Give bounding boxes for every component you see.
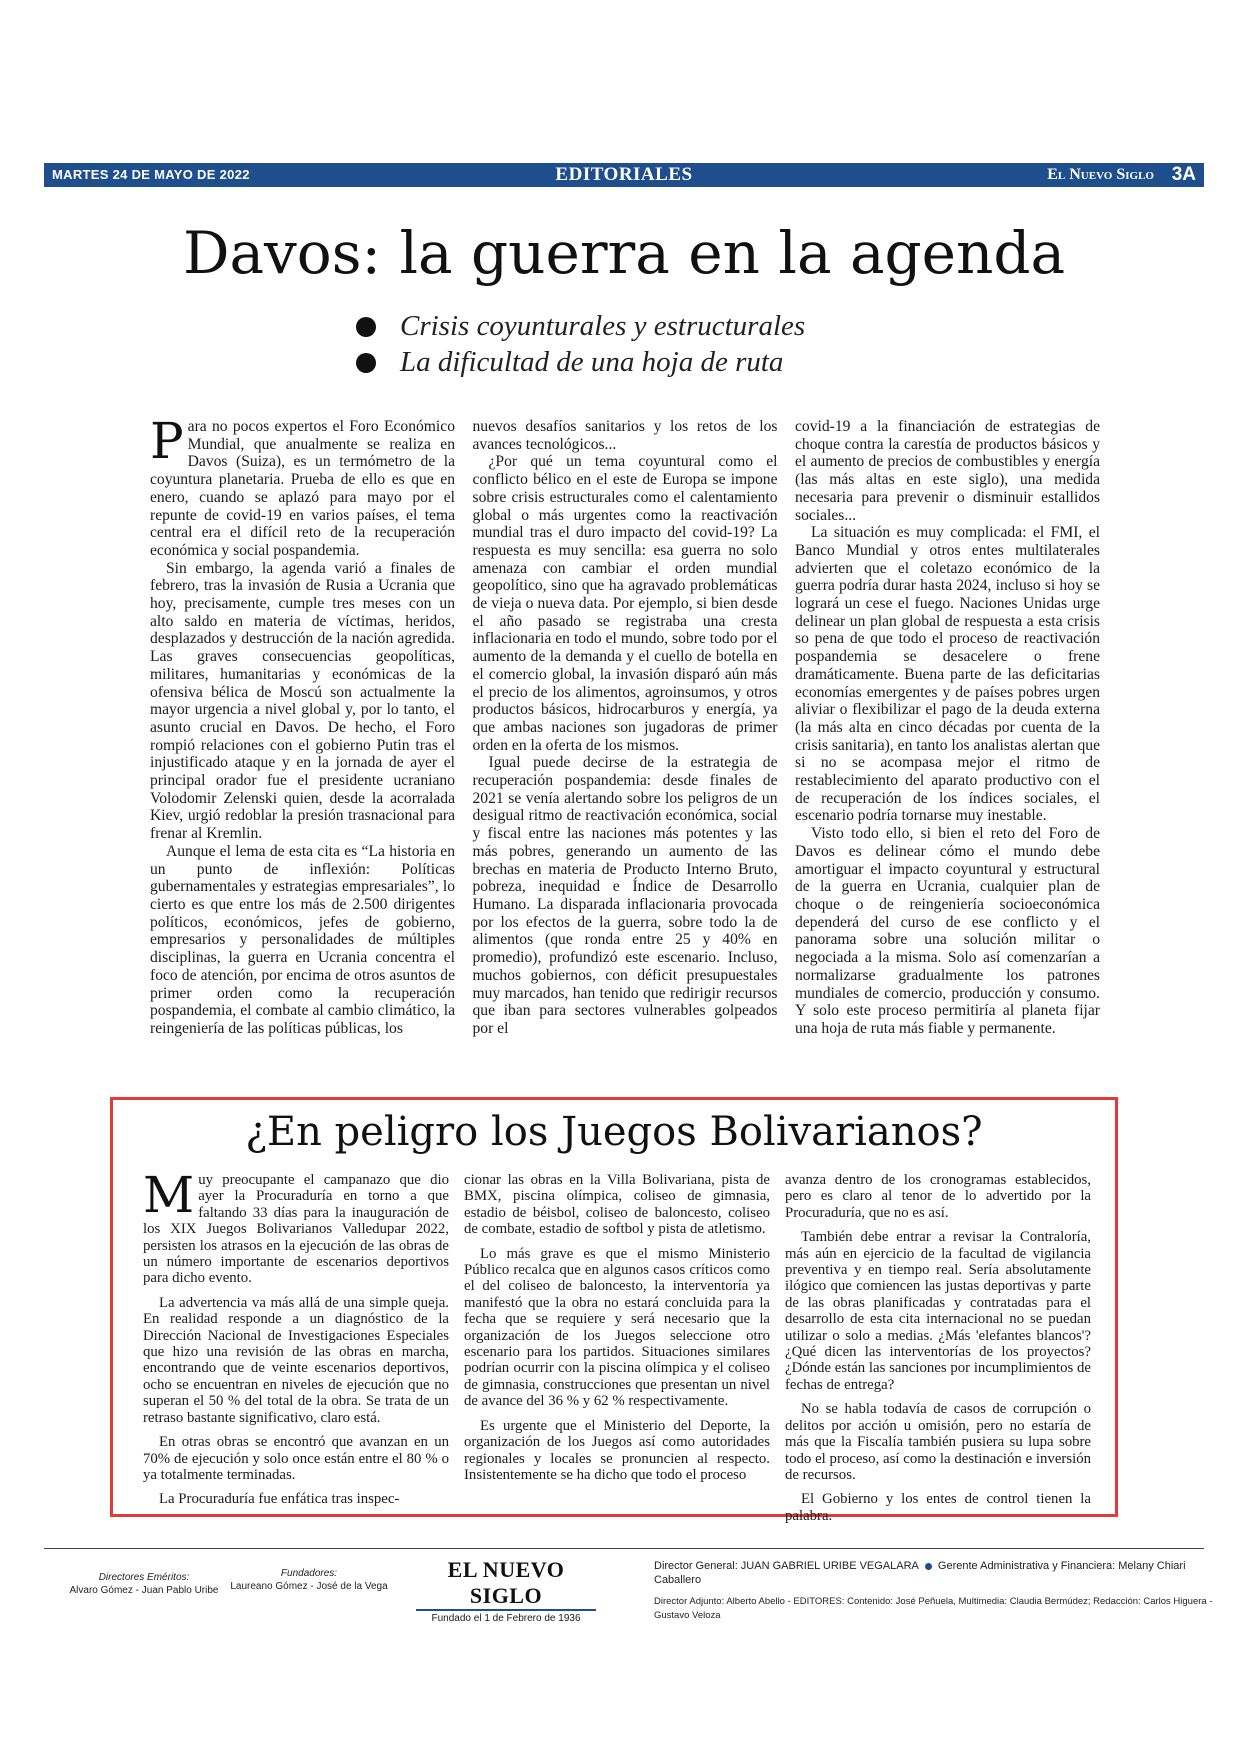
main-article-body [150, 412, 1100, 1070]
main-column-3 [795, 418, 1100, 1070]
director-general: Director General: JUAN GABRIEL URIBE VEGALARA [654, 1560, 919, 1572]
paragraph: nuevos desafíos sanitarios y los retos de los avances tecnológicos... [472, 418, 778, 453]
newspaper-logo [416, 1557, 596, 1624]
highlighted-editorial-box [110, 1097, 1118, 1524]
credits-line-1 [654, 1559, 1214, 1587]
drop-cap: P [150, 412, 184, 470]
paragraph: La advertencia va más allá de una simple queja. En realidad responde a un diagnóstico de la Dirección Nacional de Investigaciones Especiales que hizo una revisión de las obras en marcha, encontrando que de veinte escenarios deportivos, ocho se encuentran en niveles de ejecución que no superan el 50 % del total de la obra. Se trata de un retraso bastante significativo, claro está. [143, 1294, 449, 1426]
subhead-text: La dificultad de una hoja de ruta [400, 346, 784, 378]
founders [224, 1567, 394, 1593]
paragraph: La Procuraduría fue enfática tras inspec- [159, 1491, 400, 1508]
paragraph: ¿Por qué un tema coyuntural como el conflicto bélico en el este de Europa se impone sobre crisis estructurales como el calentamiento global o más urgentes como la reactivación mundial tras el duro impacto del covid-19? La respuesta es muy sencilla: esa guerra no solo amenaza con cambiar el orden mundial geopolítico, sino que ha agravado problemáticas de vieja o nueva data. Por ejemplo, si bien desde el año pasado se registraba una cresta inflacionaria en todo el mundo, sobre todo por el aumento de la demanda y el cuello de botella en el comercio global, la invasión disparó aún más el precio de los alimentos, agroinsumos, y otros productos básicos, hidrocarburos y energía, ya que ambas naciones son jugadoras de primer orden en la oferta de los mismos. [472, 453, 778, 754]
bullet-icon [356, 317, 376, 337]
emeritus-directors [64, 1571, 224, 1597]
paragraph: covid-19 a la financiación de estrategias de choque contra la carestía de productos básicos y el aumento de precios de combustibles y energía (las más altas en este siglo), una medida necesaria para prevenir o disminuir estallidos sociales... [795, 418, 1100, 524]
subhead-item [356, 308, 805, 344]
logo-text: EL NUEVO SIGLO [416, 1557, 596, 1611]
editors-credits: Director Adjunto: Alberto Abello - EDITORES: Contenido: José Peñuela, Multimedia: Claudia Bermúdez; Redacción: Carlos Higuera - Gustavo Veloza [654, 1596, 1213, 1621]
paragraph: El Gobierno y los entes de control tienen la palabra. [785, 1491, 1091, 1524]
section-title: EDITORIALES [555, 164, 693, 185]
staff-credits [654, 1559, 1214, 1623]
main-column-1 [150, 412, 455, 1070]
paragraph: Igual puede decirse de la estrategia de recuperación pospandemia: desde finales de 2021 se venía alertando sobre los peligros de un desigual ritmo de reactivación económica, social y fiscal entre las naciones más potentes y las más pobres, generando un aumento de las brechas en materia de Producto Interno Bruto, pobreza, inequidad e Índice de Desarrollo Humano. La disparada inflacionaria provocada por los efectos de la guerra, sobre todo la de alimentos (que ronda entre 25 y 40% en promedio), profundizó este escenario. Incluso, muchos gobiernos, con déficit presupuestales muy marcados, han tenido que redirigir recursos que iban para sectores vulnerables golpeados por el [472, 754, 778, 1037]
second-headline: ¿En peligro los Juegos Bolivarianos? [245, 1109, 983, 1155]
paragraph [143, 1166, 449, 1287]
paragraph: avanza dentro de los cronogramas establecidos, pero es claro al tenor de lo advertido por la Procuraduría, que no es así. [785, 1172, 1091, 1221]
page-header-bar [44, 163, 1204, 187]
subhead-text: Crisis coyunturales y estructurales [400, 310, 806, 342]
second-article-body [143, 1166, 1091, 1524]
newspaper-brand: El Nuevo Siglo [1047, 166, 1154, 183]
second-column-3 [785, 1172, 1091, 1524]
masthead-footer [44, 1548, 1213, 1624]
main-subheads [356, 308, 805, 380]
paragraph: La situación es muy complicada: el FMI, el Banco Mundial y otros entes multilaterales advierten que el coletazo económico de la guerra podría durar hasta 2024, incluso si hoy se logrará un cese el fuego. Naciones Unidas urge delinear un plan global de respuesta a esta crisis so pena de que todo el proceso de reactivación pospandemia se desacelere o frene dramáticamente. Buena parte de las deficitarias economías emergentes y de países pobres urgen aliviar o flexibilizar el pago de la deuda externa (la más alta en cinco décadas por cuenta de la crisis sanitaria), en tanto los analistas alertan que si no se acompasa mejor el ritmo de restablecimiento del aparato productivo con el de recuperación de los índices sociales, el escenario podría tornarse muy inestable. [795, 524, 1100, 825]
founded-date: Fundado el 1 de Febrero de 1936 [431, 1613, 581, 1624]
second-column-1 [143, 1166, 449, 1508]
paragraph: No se habla todavía de casos de corrupción o delitos por acción u omisión, pero no estaría de más que la Fiscalía también pusiera su lupa sobre todo el proceso, así como la destinación e inversión de recursos. [785, 1401, 1091, 1483]
founders-names: Laureano Gómez - José de la Vega [230, 1581, 388, 1592]
founders-label: Fundadores: [280, 1568, 338, 1579]
paragraph [150, 412, 455, 560]
paragraph: Es urgente que el Ministerio del Deporte, la organización de los Juegos así como autoridades regionales y locales se pronuncien al respecto. Insistentemente se ha dicho que todo el proceso [464, 1417, 770, 1483]
paragraph: cionar las obras en la Villa Bolivariana, pista de BMX, piscina olímpica, coliseo de gimnasia, estadio de béisbol, coliseo de baloncesto, coliseo de combate, estadio de softbol y pista de atletismo. [464, 1172, 770, 1238]
main-column-2 [473, 418, 778, 1070]
paragraph: Sin embargo, la agenda varió a finales de febrero, tras la invasión de Rusia a Ucrania que hoy, precisamente, cumple tres meses con un alto saldo en materia de víctimas, heridos, desplazados y destrucción de la nación agredida. Las graves consecuencias geopolíticas, militares, humanitarias y económicas de la ofensiva bélica de Moscú son actualmente la mayor urgencia a nivel global y, por lo tanto, el asunto crucial en Davos. De hecho, el Foro rompió relaciones con el gobierno Putin tras el injustificado ataque y en la jornada de ayer el principal orador fue el presidente ucraniano Volodomir Zelenski quien, desde la acorralada Kiev, urgió redoblar la presión trasnacional para frenar al Kremlin. [150, 559, 455, 843]
emeritus-names: Alvaro Gómez - Juan Pablo Uribe [69, 1585, 219, 1596]
drop-cap: M [143, 1166, 195, 1224]
issue-date: MARTES 24 DE MAYO DE 2022 [52, 167, 250, 182]
paragraph: Aunque el lema de esta cita es “La historia en un punto de inflexión: Políticas gubernamentales y estrategias empresariales”, lo cierto es que entre los más de 2.500 dirigentes políticos, económicos, jefes de gobierno, empresarios y personalidades de múltiples disciplinas, la guerra en Ucrania concentra el foco de atención, por encima de otros asuntos de primer orden como la recuperación pospandemia, el combate al cambio climático, la reingeniería de las políticas públicas, los [150, 842, 455, 1037]
emeritus-label: Directores Eméritos: [98, 1572, 190, 1583]
paragraph-text: uy preocupante el campanazo que dio ayer la Procuraduría en torno a que faltando 33 días para la inauguración de los XIX Juegos Bolivarianos Valledupar 2022, persisten los atrasos en la ejecución de las obras de un número importante de escenarios deportivos para dicho evento. [143, 1172, 449, 1287]
paragraph: En otras obras se encontró que avanzan en un 70% de ejecución y solo once están entre el 80 % o ya totalmente terminadas. [143, 1434, 449, 1483]
main-headline: Davos: la guerra en la agenda [182, 219, 1066, 287]
paragraph: Visto todo ello, si bien el reto del Foro de Davos es delinear cómo el mundo debe amortiguar el impacto coyuntural y estructural de la guerra en Ucrania, cualquier plan de choque o de reingeniería socioeconómica dependerá del curso de ese conflicto y el panorama sobre una solución militar o negociada a la misma. Solo así comenzarían a normalizarse gradualmente los patrones mundiales de comercio, producción y consumo. Y solo este proceso permitiría al planeta fijar una hoja de ruta más fiable y permanente. [795, 825, 1100, 1037]
subhead-item [356, 344, 805, 380]
paragraph-text: ara no pocos expertos el Foro Económico Mundial, que anualmente se realiza en Davos (Suiza), es un termómetro de la coyuntura planetaria. Prueba de ello es que en enero, cuando se aplazó para mayo por el repunte de covid-19 en varios países, el tema central era el difícil reto de la recuperación económica y social pospandemia. [150, 418, 455, 559]
bullet-icon [356, 353, 376, 373]
gerente: Gerente Administrativa y Financiera: Melany Chiari Caballero [654, 1560, 1186, 1586]
paragraph: Lo más grave es que el mismo Ministerio Público recalca que en algunos casos críticos como el del coliseo de baloncesto, la interventoría ya manifestó que la obra no estará concluida para la fecha que se requiere y será necesario que la organización de los Juegos seleccione otro escenario para los partidos. Situaciones similares podrían ocurrir con la piscina olímpica y el coliseo de gimnasia, construcciones que presentan un nivel de avance del 36 % y 62 % respectivamente. [464, 1245, 770, 1410]
separator-dot-icon [925, 1563, 932, 1570]
paragraph: También debe entrar a revisar la Contraloría, más aún en ejercicio de la facultad de vigilancia preventiva y en tiempo real. Sería absolutamente ilógico que comiencen las justas deportivas y parte de las obras planificadas y contratadas para el desarrollo de esta cita internacional no se puedan utilizar o solo a medias. ¿Más 'elefantes blancos'? ¿Qué dicen las interventorías de los proyectos? ¿Dónde están las sanciones por incumplimientos de fechas de entrega? [785, 1229, 1091, 1393]
second-column-2 [464, 1172, 770, 1508]
page-number: 3A [1171, 164, 1196, 185]
